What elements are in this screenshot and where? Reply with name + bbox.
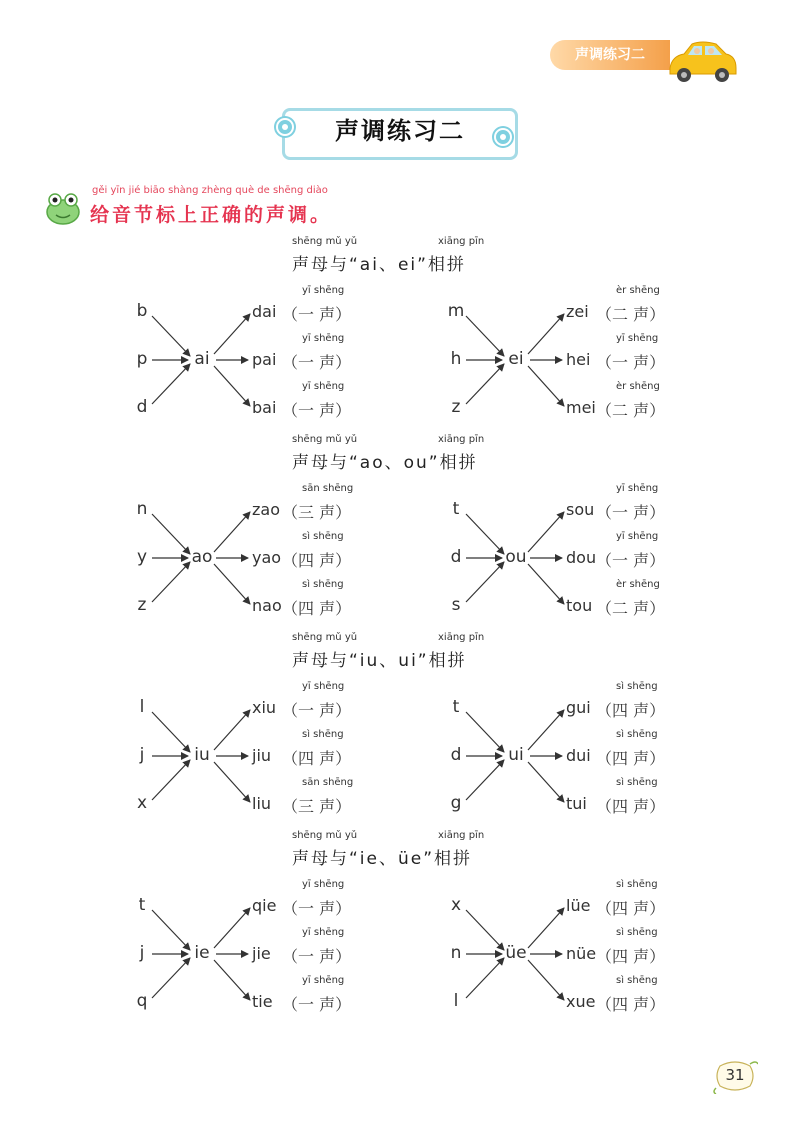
tone-label-tie: （一 声） [282, 995, 352, 1014]
tone-pinyin-mei: èr shēng [616, 381, 660, 392]
initial-y-s2g1: y [136, 547, 148, 567]
final-3-1: iu [194, 745, 210, 765]
arrow-out-bot [214, 564, 250, 604]
arrow-in-bot [466, 958, 504, 998]
initial-z-s2g1: z [137, 595, 147, 615]
syllable-gui: gui [566, 698, 591, 717]
final-4-1: ie [194, 943, 210, 963]
initial-d-s1g1: d [136, 397, 148, 417]
instruction-text: 给音节标上正确的声调。 [90, 204, 333, 226]
tone-label-xue: （四 声） [596, 995, 666, 1014]
tone-label-pai: （一 声） [282, 353, 352, 372]
syllable-jiu: jiu [252, 746, 272, 765]
initial-t-s3g2: t [452, 697, 460, 717]
tone-label-yao: （四 声） [282, 551, 352, 570]
syllable-qie: qie [252, 896, 277, 915]
tone-pinyin-xiu: yī shēng [302, 681, 345, 692]
section-2-title: 声母与“ao、ou”相拼 [292, 453, 478, 473]
tone-pinyin-lüe: sì shēng [616, 879, 658, 890]
tone-pinyin-nüe: sì shēng [616, 927, 658, 938]
initial-n-s4g2: n [450, 943, 462, 963]
arrow-out-bot [528, 366, 564, 406]
syllable-lüe: lüe [566, 896, 591, 915]
section-4-pinyin-left: shēng mǔ yǔ [292, 830, 358, 841]
tone-label-bai: （一 声） [282, 401, 352, 420]
syllable-zei: zei [566, 302, 589, 321]
arrow-out-top [528, 710, 564, 750]
arrow-in-bot [466, 364, 504, 404]
tone-pinyin-sou: yī shēng [616, 483, 659, 494]
initial-p-s1g1: p [136, 349, 148, 369]
initial-t-s2g2: t [452, 499, 460, 519]
initial-b-s1g1: b [136, 301, 148, 321]
arrow-in-bot [152, 958, 190, 998]
syllable-nüe: nüe [566, 944, 597, 963]
tone-label-sou: （一 声） [596, 503, 666, 522]
tone-pinyin-dui: sì shēng [616, 729, 658, 740]
tone-pinyin-tie: yī shēng [302, 975, 345, 986]
tone-label-hei: （一 声） [596, 353, 666, 372]
section-1-title: 声母与“ai、ei”相拼 [292, 255, 466, 275]
tone-label-lüe: （四 声） [596, 899, 666, 918]
final-1-2: ei [508, 349, 524, 369]
syllable-dui: dui [566, 746, 591, 765]
syllable-pai: pai [252, 350, 277, 369]
tone-pinyin-tou: èr shēng [616, 579, 660, 590]
arrow-out-bot [528, 564, 564, 604]
syllable-xue: xue [566, 992, 596, 1011]
tone-label-zei: （二 声） [596, 305, 666, 324]
section-2-pinyin-right: xiāng pīn [438, 434, 485, 445]
tone-pinyin-yao: sì shēng [302, 531, 344, 542]
initial-j-s3g1: j [139, 745, 145, 765]
tone-pinyin-xue: sì shēng [616, 975, 658, 986]
section-4-title: 声母与“ie、üe”相拼 [292, 849, 473, 869]
initial-t-s4g1: t [138, 895, 146, 915]
arrow-in-bot [152, 364, 190, 404]
tone-label-dui: （四 声） [596, 749, 666, 768]
initial-g-s3g2: g [450, 793, 462, 813]
tone-pinyin-bai: yī shēng [302, 381, 345, 392]
tone-label-dai: （一 声） [282, 305, 352, 324]
tone-pinyin-liu: sān shēng [302, 777, 354, 788]
initial-q-s4g1: q [136, 991, 148, 1011]
initial-d-s3g2: d [450, 745, 462, 765]
arrow-out-top [214, 908, 250, 948]
tone-label-nüe: （四 声） [596, 947, 666, 966]
section-3-pinyin-left: shēng mǔ yǔ [292, 632, 358, 643]
arrow-in-bot [152, 562, 190, 602]
tone-label-nao: （四 声） [282, 599, 352, 618]
arrow-out-bot [214, 762, 250, 802]
tone-label-tou: （二 声） [596, 599, 666, 618]
tone-pinyin-jie: yī shēng [302, 927, 345, 938]
tone-pinyin-dou: yī shēng [616, 531, 659, 542]
initial-j-s4g1: j [139, 943, 145, 963]
initial-x-s4g2: x [450, 895, 462, 915]
arrow-in-bot [466, 562, 504, 602]
tone-label-liu: （三 声） [282, 797, 352, 816]
syllable-tou: tou [566, 596, 593, 615]
tone-label-qie: （一 声） [282, 899, 352, 918]
tone-pinyin-tui: sì shēng [616, 777, 658, 788]
final-4-2: üe [505, 943, 527, 963]
initial-s-s2g2: s [451, 595, 461, 615]
syllable-zao: zao [252, 500, 280, 519]
tone-pinyin-zao: sān shēng [302, 483, 354, 494]
syllable-dai: dai [252, 302, 277, 321]
tone-label-gui: （四 声） [596, 701, 666, 720]
arrow-out-top [214, 512, 250, 552]
tone-pinyin-pai: yī shēng [302, 333, 345, 344]
syllable-bai: bai [252, 398, 277, 417]
initial-d-s2g2: d [450, 547, 462, 567]
arrow-out-bot [528, 960, 564, 1000]
initial-m-s1g2: m [447, 301, 465, 321]
tone-label-zao: （三 声） [282, 503, 352, 522]
section-3-title: 声母与“iu、ui”相拼 [292, 651, 467, 671]
initial-h-s1g2: h [450, 349, 462, 369]
tone-pinyin-zei: èr shēng [616, 285, 660, 296]
arrow-out-bot [214, 366, 250, 406]
tone-label-xiu: （一 声） [282, 701, 352, 720]
arrow-in-bot [466, 760, 504, 800]
arrow-out-top [214, 710, 250, 750]
final-3-2: ui [508, 745, 524, 765]
arrow-out-top [528, 314, 564, 354]
tone-pinyin-qie: yī shēng [302, 879, 345, 890]
tone-label-jie: （一 声） [282, 947, 352, 966]
instruction-pinyin: gěi yīn jié biāo shàng zhèng què de shēng diào [92, 185, 328, 196]
syllable-hei: hei [566, 350, 591, 369]
tone-pinyin-gui: sì shēng [616, 681, 658, 692]
syllable-liu: liu [252, 794, 272, 813]
arrow-out-top [528, 908, 564, 948]
tone-label-tui: （四 声） [596, 797, 666, 816]
syllable-nao: nao [252, 596, 282, 615]
tone-pinyin-nao: sì shēng [302, 579, 344, 590]
arrow-out-bot [214, 960, 250, 1000]
syllable-sou: sou [566, 500, 595, 519]
final-2-1: ao [191, 547, 213, 567]
tone-label-mei: （二 声） [596, 401, 666, 420]
syllable-tui: tui [566, 794, 587, 813]
section-2-pinyin-left: shēng mǔ yǔ [292, 434, 358, 445]
tone-label-dou: （一 声） [596, 551, 666, 570]
section-1-pinyin-right: xiāng pīn [438, 236, 485, 247]
tone-pinyin-dai: yī shēng [302, 285, 345, 296]
tone-label-jiu: （四 声） [282, 749, 352, 768]
syllable-jie: jie [252, 944, 271, 963]
page-title: 声调练习二 [335, 117, 465, 145]
final-1-1: ai [194, 349, 210, 369]
syllable-xiu: xiu [252, 698, 277, 717]
arrow-out-top [528, 512, 564, 552]
initial-l-s3g1: l [139, 697, 145, 717]
syllable-dou: dou [566, 548, 597, 567]
chapter-tab: 声调练习二 [550, 40, 670, 70]
initial-z-s1g2: z [451, 397, 461, 417]
arrow-out-bot [528, 762, 564, 802]
arrow-out-top [214, 314, 250, 354]
section-4-pinyin-right: xiāng pīn [438, 830, 485, 841]
arrow-in-bot [152, 760, 190, 800]
section-1-pinyin-left: shēng mǔ yǔ [292, 236, 358, 247]
section-3-pinyin-right: xiāng pīn [438, 632, 485, 643]
final-2-2: ou [505, 547, 527, 567]
syllable-yao: yao [252, 548, 282, 567]
syllable-tie: tie [252, 992, 273, 1011]
initial-x-s3g1: x [136, 793, 148, 813]
tone-pinyin-hei: yī shēng [616, 333, 659, 344]
tone-pinyin-jiu: sì shēng [302, 729, 344, 740]
syllable-mei: mei [566, 398, 596, 417]
page-number: 31 [725, 1066, 745, 1084]
initial-l-s4g2: l [453, 991, 459, 1011]
initial-n-s2g1: n [136, 499, 148, 519]
